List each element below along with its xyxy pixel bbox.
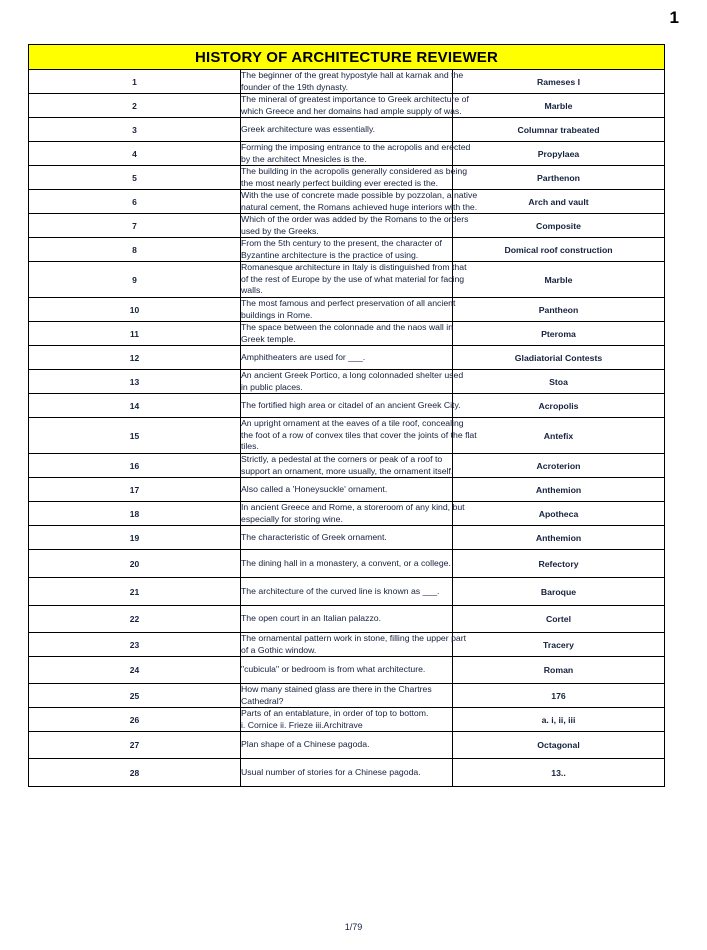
answer-cell: Parthenon [453, 166, 665, 190]
table-row [29, 550, 665, 578]
row-number: 13 [29, 370, 241, 394]
row-number: 22 [29, 606, 241, 633]
reviewer-table [28, 44, 665, 787]
table-row [29, 238, 665, 262]
table-row [29, 322, 665, 346]
question-cell [241, 118, 453, 142]
question-line: of the rest of Europe by the use of what material for facing [241, 273, 465, 284]
answer-cell: Antefix [453, 418, 665, 454]
answer-cell: Octagonal [453, 732, 665, 759]
row-number: 28 [29, 759, 241, 787]
question-line: An upright ornament at the eaves of a tile roof, concealing [241, 418, 464, 429]
question-line: The most famous and perfect preservation of all ancient [241, 298, 456, 308]
question-cell [241, 633, 467, 657]
row-number: 1 [29, 70, 241, 94]
question-line: Greek architecture was essentially. [241, 123, 376, 134]
question-cell [241, 708, 453, 732]
question-line: tiles. [241, 441, 259, 452]
table-title-row [29, 45, 665, 70]
answer-cell: Propylaea [453, 142, 665, 166]
table-row [29, 633, 665, 657]
row-number: 25 [29, 684, 241, 708]
question-line: natural cement, the Romans achieved huge interiors with the. [241, 201, 478, 212]
row-number: 7 [29, 214, 241, 238]
question-line: The mineral of greatest importance to Greek architecture of [241, 94, 469, 104]
answer-cell: Roman [453, 657, 665, 684]
question-line: How many stained glass are there in the Chartres [241, 684, 432, 694]
answer-cell: Apotheca [453, 502, 665, 526]
question-line: Parts of an entablature, in order of top to bottom. [241, 708, 429, 718]
row-number: 24 [29, 657, 241, 684]
question-cell [241, 526, 453, 550]
question-cell [241, 732, 453, 759]
question-line: The fortified high area or citadel of an ancient Greek City. [241, 399, 461, 410]
table-row [29, 70, 665, 94]
table-row [29, 298, 665, 322]
table-row [29, 578, 665, 606]
question-cell [241, 166, 468, 190]
row-number: 27 [29, 732, 241, 759]
question-line: founder of the 19th dynasty. [241, 81, 349, 92]
question-cell [241, 550, 453, 578]
answer-cell: Refectory [453, 550, 665, 578]
question-line: support an ornament, more usually, the ornament itself. [241, 465, 454, 476]
row-number: 16 [29, 454, 241, 478]
answer-cell: Anthemion [453, 478, 665, 502]
row-number: 3 [29, 118, 241, 142]
question-line: The architecture of the curved line is known as ___. [241, 585, 440, 596]
question-cell [241, 759, 453, 787]
question-line: From the 5th century to the present, the character of [241, 238, 442, 248]
question-cell [241, 94, 469, 118]
question-line: in public places. [241, 381, 303, 392]
answer-cell: Domical roof construction [453, 238, 665, 262]
answer-cell: Tracery [453, 633, 665, 657]
table-row [29, 708, 665, 732]
question-line: Forming the imposing entrance to the acropolis and erected [241, 142, 471, 152]
table-row [29, 657, 665, 684]
table-row [29, 526, 665, 550]
table-row [29, 118, 665, 142]
row-number: 15 [29, 418, 241, 454]
question-line: the most nearly perfect building ever erected is the. [241, 177, 439, 188]
page-footer: 1/79 [344, 922, 363, 932]
table-row [29, 606, 665, 633]
row-number: 10 [29, 298, 241, 322]
row-number: 4 [29, 142, 241, 166]
question-cell [241, 262, 467, 298]
answer-cell: Baroque [453, 578, 665, 606]
row-number: 19 [29, 526, 241, 550]
answer-cell: 13.. [453, 759, 665, 787]
row-number: 26 [29, 708, 241, 732]
table-row [29, 166, 665, 190]
answer-cell: Composite [453, 214, 665, 238]
table-row [29, 418, 665, 454]
question-line: Greek temple. [241, 333, 296, 344]
table-row [29, 732, 665, 759]
row-number: 23 [29, 633, 241, 657]
question-cell [241, 370, 464, 394]
question-line: The beginner of the great hypostyle hall at karnak and the [241, 70, 464, 80]
question-cell [241, 70, 464, 94]
table-row [29, 394, 665, 418]
question-line: buildings in Rome. [241, 309, 313, 320]
question-cell [241, 657, 453, 684]
question-cell [241, 578, 453, 606]
question-line: especially for storing wine. [241, 513, 343, 524]
reviewer-table-body [29, 45, 665, 787]
question-cell [241, 418, 477, 454]
question-line: With the use of concrete made possible by pozzolan, a native [241, 190, 478, 200]
answer-cell: Pteroma [453, 322, 665, 346]
question-cell [241, 142, 471, 166]
row-number: 11 [29, 322, 241, 346]
question-cell [241, 684, 453, 708]
question-cell [241, 238, 453, 262]
answer-cell: Marble [453, 94, 665, 118]
answer-cell: Rameses I [453, 70, 665, 94]
question-cell [241, 394, 461, 418]
row-number: 12 [29, 346, 241, 370]
question-line: In ancient Greece and Rome, a storeroom of any kind, but [241, 502, 465, 512]
row-number: 2 [29, 94, 241, 118]
row-number: 14 [29, 394, 241, 418]
question-line: walls. [241, 285, 263, 296]
row-number: 6 [29, 190, 241, 214]
question-cell [241, 478, 453, 502]
question-line: the foot of a row of convex tiles that cover the joints of the flat [241, 429, 477, 440]
question-line: The characteristic of Greek ornament. [241, 531, 387, 542]
question-cell [241, 322, 453, 346]
answer-cell: Gladiatorial Contests [453, 346, 665, 370]
table-row [29, 684, 665, 708]
question-line: i. Cornice ii. Frieze iii.Architrave [241, 719, 363, 730]
question-line: Amphitheaters are used for ___. [241, 351, 366, 362]
question-line: by the architect Mnesicles is the. [241, 153, 367, 164]
question-line: Cathedral? [241, 695, 284, 706]
question-line: Plan shape of a Chinese pagoda. [241, 739, 370, 750]
question-line: The building in the acropolis generally considered as being [241, 166, 468, 176]
question-line: Which of the order was added by the Romans to the orders [241, 214, 469, 224]
question-line: The open court in an Italian palazzo. [241, 613, 382, 624]
question-line: of a Gothic window. [241, 644, 317, 655]
question-line: Usual number of stories for a Chinese pagoda. [241, 766, 421, 777]
question-line: Strictly, a pedestal at the corners or peak of a roof to [241, 454, 443, 464]
answer-cell: Anthemion [453, 526, 665, 550]
table-row [29, 346, 665, 370]
question-line: Romanesque architecture in Italy is distinguished from that [241, 262, 467, 273]
answer-cell: Columnar trabeated [453, 118, 665, 142]
table-row [29, 262, 665, 298]
table-row [29, 370, 665, 394]
table-row [29, 142, 665, 166]
answer-cell: Acropolis [453, 394, 665, 418]
question-line: The dining hall in a monastery, a convent, or a college. [241, 557, 451, 568]
row-number: 18 [29, 502, 241, 526]
table-title: HISTORY OF ARCHITECTURE REVIEWER [29, 45, 665, 70]
question-cell [241, 454, 453, 478]
table-row [29, 214, 665, 238]
row-number: 5 [29, 166, 241, 190]
table-row [29, 190, 665, 214]
answer-cell: a. i, ii, iii [453, 708, 665, 732]
question-cell [241, 298, 456, 322]
question-line: An ancient Greek Portico, a long colonnaded shelter used [241, 370, 464, 380]
row-number: 17 [29, 478, 241, 502]
question-line: Byzantine architecture is the practice of using. [241, 249, 419, 260]
answer-cell: Pantheon [453, 298, 665, 322]
question-cell [241, 606, 453, 633]
question-cell [241, 502, 465, 526]
answer-cell: Acroterion [453, 454, 665, 478]
table-row [29, 478, 665, 502]
answer-cell: Arch and vault [453, 190, 665, 214]
question-cell [241, 346, 453, 370]
table-row [29, 759, 665, 787]
question-cell [241, 190, 478, 214]
question-line: Also called a 'Honeysuckle' ornament. [241, 483, 388, 494]
answer-cell: Marble [453, 262, 665, 298]
table-row [29, 454, 665, 478]
question-line: The ornamental pattern work in stone, filling the upper part [241, 633, 467, 643]
row-number: 20 [29, 550, 241, 578]
question-line: "cubicula" or bedroom is from what architecture. [241, 664, 426, 675]
answer-cell: Cortel [453, 606, 665, 633]
question-line: which Greece and her domains had ample supply of was. [241, 105, 462, 116]
question-line: used by the Greeks. [241, 225, 319, 236]
question-cell [241, 214, 469, 238]
row-number: 9 [29, 262, 241, 298]
table-row [29, 94, 665, 118]
answer-cell: 176 [453, 684, 665, 708]
table-row [29, 502, 665, 526]
answer-cell: Stoa [453, 370, 665, 394]
row-number: 21 [29, 578, 241, 606]
page-corner-number: 1 [669, 8, 679, 27]
question-line: The space between the colonnade and the naos wall in [241, 322, 454, 332]
row-number: 8 [29, 238, 241, 262]
